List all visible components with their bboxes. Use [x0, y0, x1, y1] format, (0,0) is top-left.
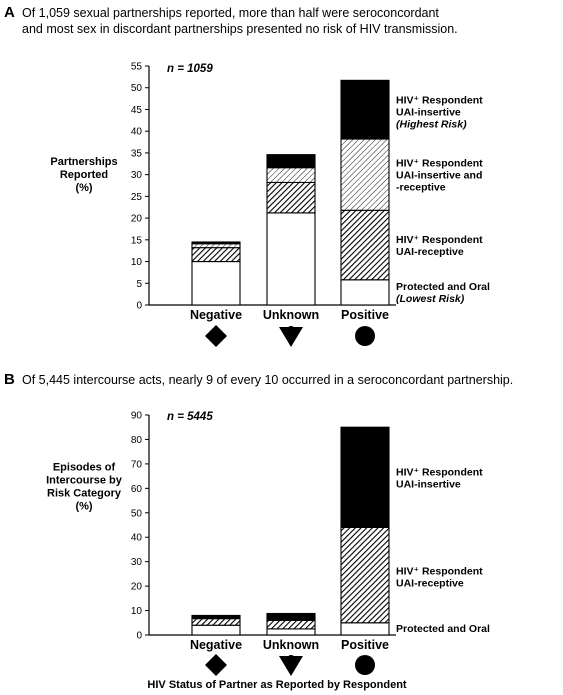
category-symbol: +	[361, 328, 369, 344]
bar-segment-uai_insertive	[341, 427, 389, 527]
y-axis-label: (%)	[75, 182, 93, 194]
y-tick-label: 70	[130, 459, 142, 471]
panel-b	[4, 371, 513, 691]
y-tick-label: 50	[130, 83, 142, 95]
bar-segment-protected	[192, 625, 240, 635]
category-symbol: −	[212, 657, 220, 673]
bar-segment-uai_both	[192, 244, 240, 248]
y-tick-label: 10	[130, 606, 142, 618]
y-tick-label: 20	[130, 213, 142, 225]
legend-label: UAI-receptive	[396, 246, 464, 259]
legend-label: UAI-receptive	[396, 577, 464, 590]
category-symbol: +	[361, 657, 369, 673]
bar-segment-uai_receptive	[192, 248, 240, 262]
x-tick-label: Negative	[189, 638, 243, 652]
legend-label: HIV⁺ Respondent	[396, 94, 483, 107]
n-label: n = 1059	[167, 63, 213, 75]
y-tick-label: 25	[130, 191, 142, 203]
y-axis-label: Risk Category	[47, 487, 121, 500]
y-tick-label: 80	[130, 434, 142, 446]
y-tick-label: 90	[130, 410, 142, 422]
y-tick-label: 30	[130, 170, 142, 182]
bar-segment-uai_receptive	[267, 620, 315, 629]
y-axis-label: Partnerships	[50, 156, 118, 168]
y-tick-label: 10	[130, 257, 142, 269]
bar-segment-uai_receptive	[267, 182, 315, 212]
category-symbol: ?	[287, 323, 295, 338]
legend-label: (Lowest Risk)	[396, 292, 465, 305]
y-tick-label: 40	[130, 126, 142, 138]
legend-label: UAI-insertive	[396, 106, 461, 119]
panel-letter: A	[4, 4, 15, 21]
y-tick-label: 0	[136, 630, 142, 642]
legend-label: Protected and Oral	[396, 623, 490, 636]
x-tick-label: Positive	[341, 638, 389, 652]
panel-letter: B	[4, 371, 15, 388]
legend-label: UAI-insertive and	[396, 169, 483, 182]
y-axis-label: Episodes of	[52, 461, 116, 474]
y-tick-label: 35	[130, 148, 142, 160]
x-tick-label: Positive	[341, 308, 389, 322]
bar-segment-protected	[267, 213, 315, 305]
y-axis-label: Intercourse by	[46, 474, 122, 487]
chart-title: and most sex in discordant partnerships presented no risk of HIV transmission.	[22, 22, 458, 36]
bar-segment-uai_receptive	[341, 210, 389, 280]
bar-segment-uai_insertive	[267, 155, 315, 168]
bar-segment-uai_insertive	[267, 613, 315, 620]
n-label: n = 5445	[167, 411, 213, 423]
y-tick-label: 15	[130, 235, 142, 247]
y-tick-label: 40	[130, 532, 142, 544]
bar-segment-protected	[267, 629, 315, 635]
legend-label: -receptive	[396, 181, 446, 194]
category-symbol: −	[212, 328, 220, 344]
x-tick-label: Unknown	[262, 638, 320, 652]
y-tick-label: 50	[130, 508, 142, 520]
legend-label: HIV⁺ Respondent	[396, 234, 483, 247]
y-tick-label: 60	[130, 483, 142, 495]
bar-segment-protected	[341, 280, 389, 305]
bar-segment-uai_insertive	[192, 615, 240, 618]
legend-label: UAI-insertive	[396, 478, 461, 491]
x-axis-label: HIV Status of Partner as Reported by Respondent	[147, 679, 407, 691]
bar-segment-uai_insertive	[192, 242, 240, 244]
bar-segment-uai_receptive	[341, 527, 389, 622]
y-axis-label: (%)	[75, 500, 93, 513]
bar-segment-protected	[192, 262, 240, 305]
legend-label: HIV⁺ Respondent	[396, 466, 483, 479]
chart-title: Of 5,445 intercourse acts, nearly 9 of every 10 occurred in a seroconcordant partnership.	[22, 373, 514, 387]
y-tick-label: 0	[136, 300, 142, 312]
y-tick-label: 5	[136, 278, 142, 290]
x-tick-label: Negative	[189, 308, 243, 322]
bar-segment-uai_both	[341, 139, 389, 210]
bar-segment-protected	[341, 623, 389, 635]
bar-segment-uai_receptive	[192, 619, 240, 626]
legend-label: (Highest Risk)	[396, 118, 467, 131]
y-tick-label: 55	[130, 61, 142, 73]
legend-label: Protected and Oral	[396, 280, 490, 293]
y-axis-label: Reported	[59, 169, 109, 181]
bar-segment-uai_insertive	[341, 80, 389, 139]
x-tick-label: Unknown	[262, 308, 320, 322]
legend-label: HIV⁺ Respondent	[396, 157, 483, 170]
chart-title: Of 1,059 sexual partnerships reported, more than half were seroconcordant	[22, 6, 439, 20]
y-tick-label: 30	[130, 557, 142, 569]
panel-a	[4, 4, 490, 347]
bar-segment-uai_both	[267, 168, 315, 183]
category-symbol: ?	[287, 652, 295, 667]
y-tick-label: 20	[130, 581, 142, 593]
y-tick-label: 45	[130, 104, 142, 116]
legend-label: HIV⁺ Respondent	[396, 565, 483, 578]
